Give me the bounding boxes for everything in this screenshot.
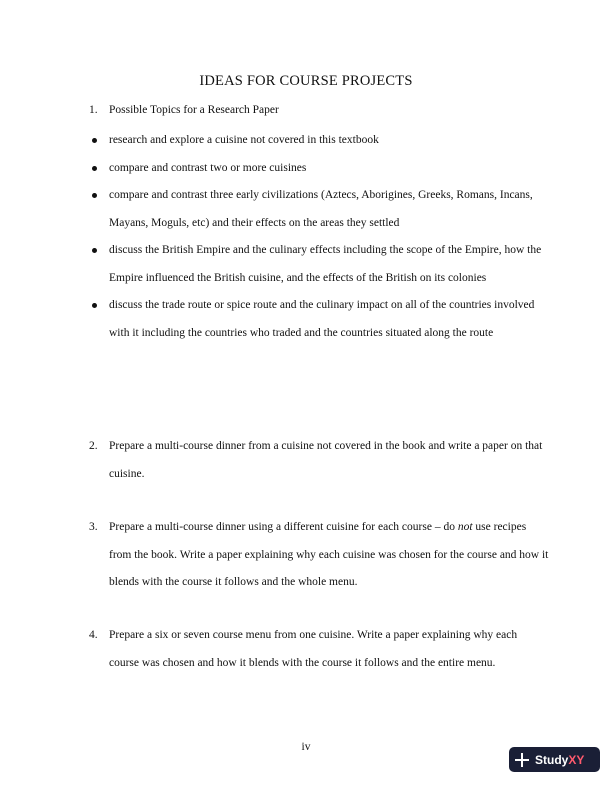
list-item-1: [89, 97, 549, 125]
bullet-item: [89, 182, 549, 237]
bullet-item: [89, 292, 549, 347]
item-text-emphasis: not: [457, 521, 473, 533]
page-title: IDEAS FOR COURSE PROJECTS: [199, 73, 413, 89]
item-text: Prepare a six or seven course menu from one cuisine. Write a paper explaining why each course was chosen and how it blends with the course it follows and the entire menu.: [109, 629, 518, 669]
item-text: Prepare a multi-course dinner from a cuisine not covered in the book and write a paper on that cuisine.: [109, 440, 543, 480]
bullet-text: compare and contrast three early civilizations (Aztecs, Aborigines, Greeks, Romans, Incans, Mayans, Moguls, etc) and their effects on the areas they settled: [109, 189, 533, 229]
brand-name-accent: XY: [568, 752, 585, 767]
bullet-icon: [92, 193, 97, 198]
bullet-text: compare and contrast two or more cuisines: [109, 161, 307, 174]
bullet-icon: [92, 166, 97, 171]
item-number: 4.: [89, 629, 98, 641]
brand-name: [535, 753, 584, 767]
bullet-icon: [92, 138, 97, 143]
item-text: [109, 514, 549, 597]
item-text-part: use recipes from the book. Write a paper explaining why each cuisine was chosen for the course and how it blends with the course it follows and the whole menu.: [109, 521, 549, 588]
research-topics-list: [89, 127, 549, 347]
brand-name-main: Study: [535, 752, 569, 767]
plus-icon: [515, 753, 529, 767]
bullet-text: discuss the trade route or spice route and the culinary impact on all of the countries involved with it including the countries who traded and the countries situated along the route: [109, 299, 535, 339]
bullet-item: [89, 127, 549, 155]
item-number: 3.: [89, 521, 98, 533]
list-item-3: [89, 514, 549, 597]
page-number: iv: [301, 741, 311, 753]
bullet-item: [89, 155, 549, 183]
bullet-icon: [92, 303, 97, 308]
item-number: 2.: [89, 440, 98, 452]
bullet-text: discuss the British Empire and the culinary effects including the scope of the Empire, how the Empire influenced the British cuisine, and the effects of the British on its colonies: [109, 244, 542, 284]
bullet-item: [89, 237, 549, 292]
item-text-part: Prepare a multi-course dinner using a different cuisine for each course – do: [109, 521, 458, 533]
bullet-text: research and explore a cuisine not covered in this textbook: [109, 134, 379, 146]
bullet-icon: [92, 248, 97, 253]
studyxy-logo[interactable]: [509, 747, 600, 772]
list-item-4: [89, 622, 549, 677]
item-text: Possible Topics for a Research Paper: [109, 104, 279, 116]
item-number: 1.: [89, 104, 98, 116]
list-item-2: [89, 433, 549, 488]
